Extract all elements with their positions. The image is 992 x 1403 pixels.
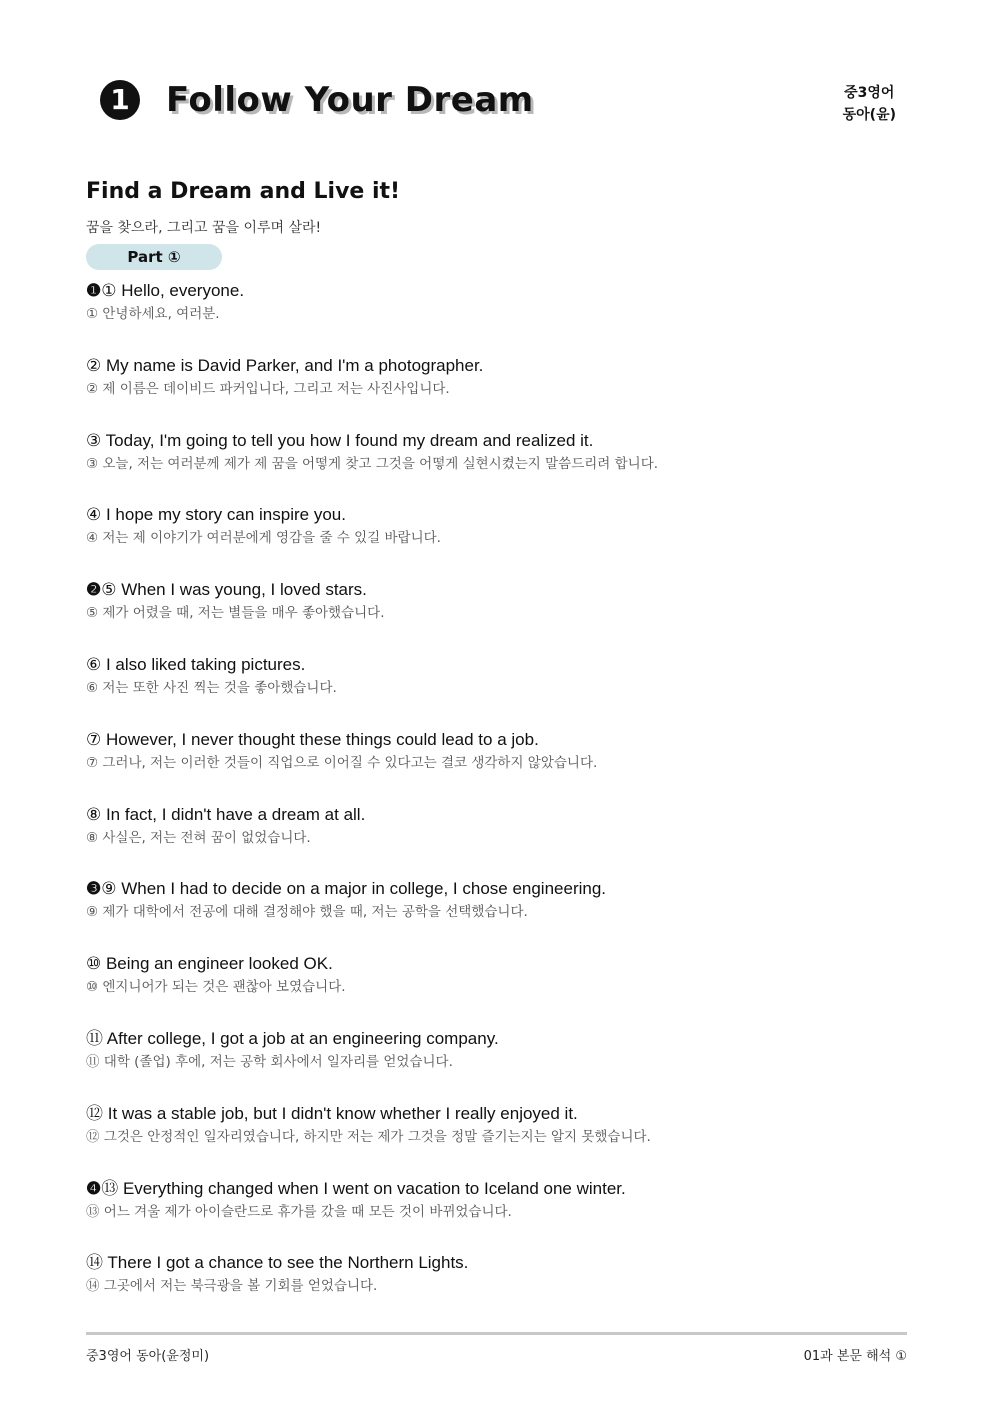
sentence-translation: ⑩ 엔지니어가 되는 것은 괜찮아 보였습니다. xyxy=(86,979,346,996)
lesson-title-text: Follow Your Dream xyxy=(166,80,534,120)
sentence-item xyxy=(86,952,926,1027)
sentence-translation: ⑦ 그러나, 저는 이러한 것들이 직업으로 이어질 수 있다고는 결코 생각하지 않았습니다. xyxy=(86,754,598,771)
sentence-english-text: ⑩ Being an engineer looked OK. xyxy=(86,954,333,974)
section-heading: Find a Dream and Live it! xyxy=(86,179,401,204)
sentence-english-text: ⑫ It was a stable job, but I didn't know whether I really enjoyed it. xyxy=(86,1103,578,1123)
lesson-title xyxy=(100,80,534,120)
sentence-item xyxy=(86,1102,926,1177)
sentence-english xyxy=(86,578,926,602)
sentence-translation: ⑨ 제가 대학에서 전공에 대해 결정해야 했을 때, 저는 공학을 선택했습니다. xyxy=(86,904,528,921)
sentence-english xyxy=(86,1102,926,1126)
sentence-translation: ⑭ 그곳에서 저는 북극광을 볼 기회를 얻었습니다. xyxy=(86,1278,378,1295)
sentence-translation: ⑤ 제가 어렸을 때, 저는 별들을 매우 좋아했습니다. xyxy=(86,605,385,622)
footer-right-text: 01과 본문 해석 ① xyxy=(803,1349,907,1364)
sentence-translation: ③ 오늘, 저는 여러분께 제가 제 꿈을 어떻게 찾고 그것을 어떻게 실현시켰는지 말씀드리려 합니다. xyxy=(86,455,659,472)
sentence-item xyxy=(86,728,926,803)
sentence-item xyxy=(86,503,926,578)
sentence-item xyxy=(86,1027,926,1102)
sentence-english-text: ④ I hope my story can inspire you. xyxy=(86,505,346,525)
course-label xyxy=(843,82,896,126)
footer-divider xyxy=(86,1332,907,1335)
lesson-number-badge: 1 xyxy=(100,80,140,120)
sentence-item xyxy=(86,877,926,952)
paragraph-marker: ❷ xyxy=(86,580,102,600)
sentence-translation: ⑫ 그것은 안정적인 일자리였습니다, 하지만 저는 제가 그것을 정말 즐기는지는 알지 못했습니다. xyxy=(86,1128,651,1145)
footer-left-text: 중3영어 동아(윤정미) xyxy=(86,1349,210,1364)
sentence-english xyxy=(86,1251,926,1275)
sentence-english-text: ⑪ After college, I got a job at an engineering company. xyxy=(86,1028,499,1048)
sentence-english-text: ⑬ Everything changed when I went on vacation to Iceland one winter. xyxy=(101,1178,626,1198)
sentence-english xyxy=(86,877,926,901)
course-label-line1: 중3영어 xyxy=(844,85,895,101)
sentence-english xyxy=(86,653,926,677)
paragraph-marker: ❹ xyxy=(86,1178,102,1198)
sentence-item xyxy=(86,803,926,878)
paragraph-marker: ❸ xyxy=(86,879,102,899)
sentence-translation: ① 안녕하세요, 여러분. xyxy=(86,306,220,322)
section-heading-translation: 꿈을 찾으라, 그리고 꿈을 이루며 살라! xyxy=(86,220,322,236)
sentence-list xyxy=(86,279,926,1326)
sentence-english-text: ② My name is David Parker, and I'm a photographer. xyxy=(86,355,484,375)
sentence-english xyxy=(86,1177,926,1201)
sentence-english-text: ⑧ In fact, I didn't have a dream at all. xyxy=(86,804,366,824)
sentence-english-text: ⑨ When I had to decide on a major in college, I chose engineering. xyxy=(101,879,607,899)
sentence-translation: ⑥ 저는 또한 사진 찍는 것을 좋아했습니다. xyxy=(86,679,337,696)
sentence-english xyxy=(86,803,926,827)
sentence-translation: ⑧ 사실은, 저는 전혀 꿈이 없었습니다. xyxy=(86,829,311,846)
sentence-item xyxy=(86,429,926,504)
sentence-english-text: ⑦ However, I never thought these things could lead to a job. xyxy=(86,729,539,749)
sentence-translation: ② 제 이름은 데이비드 파커입니다, 그리고 저는 사진사입니다. xyxy=(86,380,450,397)
sentence-english-text: ⑭ There I got a chance to see the Northern Lights. xyxy=(86,1253,469,1273)
paragraph-marker: ❶ xyxy=(86,281,102,300)
sentence-english xyxy=(86,429,926,453)
sentence-item xyxy=(86,279,926,354)
sentence-english xyxy=(86,728,926,752)
sentence-item xyxy=(86,1177,926,1252)
sentence-english xyxy=(86,354,926,378)
sentence-item xyxy=(86,578,926,653)
sentence-english-text: ① Hello, everyone. xyxy=(101,281,245,300)
sentence-english-text: ③ Today, I'm going to tell you how I found my dream and realized it. xyxy=(86,430,594,450)
course-label-line2: 동아(윤) xyxy=(842,107,896,123)
part-badge: Part ① xyxy=(86,244,222,270)
sentence-english xyxy=(86,952,926,976)
sentence-item xyxy=(86,1251,926,1326)
sentence-item xyxy=(86,653,926,728)
sentence-english xyxy=(86,503,926,527)
sentence-item xyxy=(86,354,926,429)
sentence-english-text: ⑤ When I was young, I loved stars. xyxy=(101,580,367,600)
sentence-english-text: ⑥ I also liked taking pictures. xyxy=(86,654,306,674)
sentence-english xyxy=(86,279,926,303)
sentence-english xyxy=(86,1027,926,1051)
sentence-translation: ⑪ 대학 (졸업) 후에, 저는 공학 회사에서 일자리를 얻었습니다. xyxy=(86,1053,453,1070)
sentence-translation: ④ 저는 제 이야기가 여러분에게 영감을 줄 수 있길 바랍니다. xyxy=(86,530,441,547)
sentence-translation: ⑬ 어느 겨울 제가 아이슬란드로 휴가를 갔을 때 모든 것이 바뀌었습니다. xyxy=(86,1203,512,1220)
